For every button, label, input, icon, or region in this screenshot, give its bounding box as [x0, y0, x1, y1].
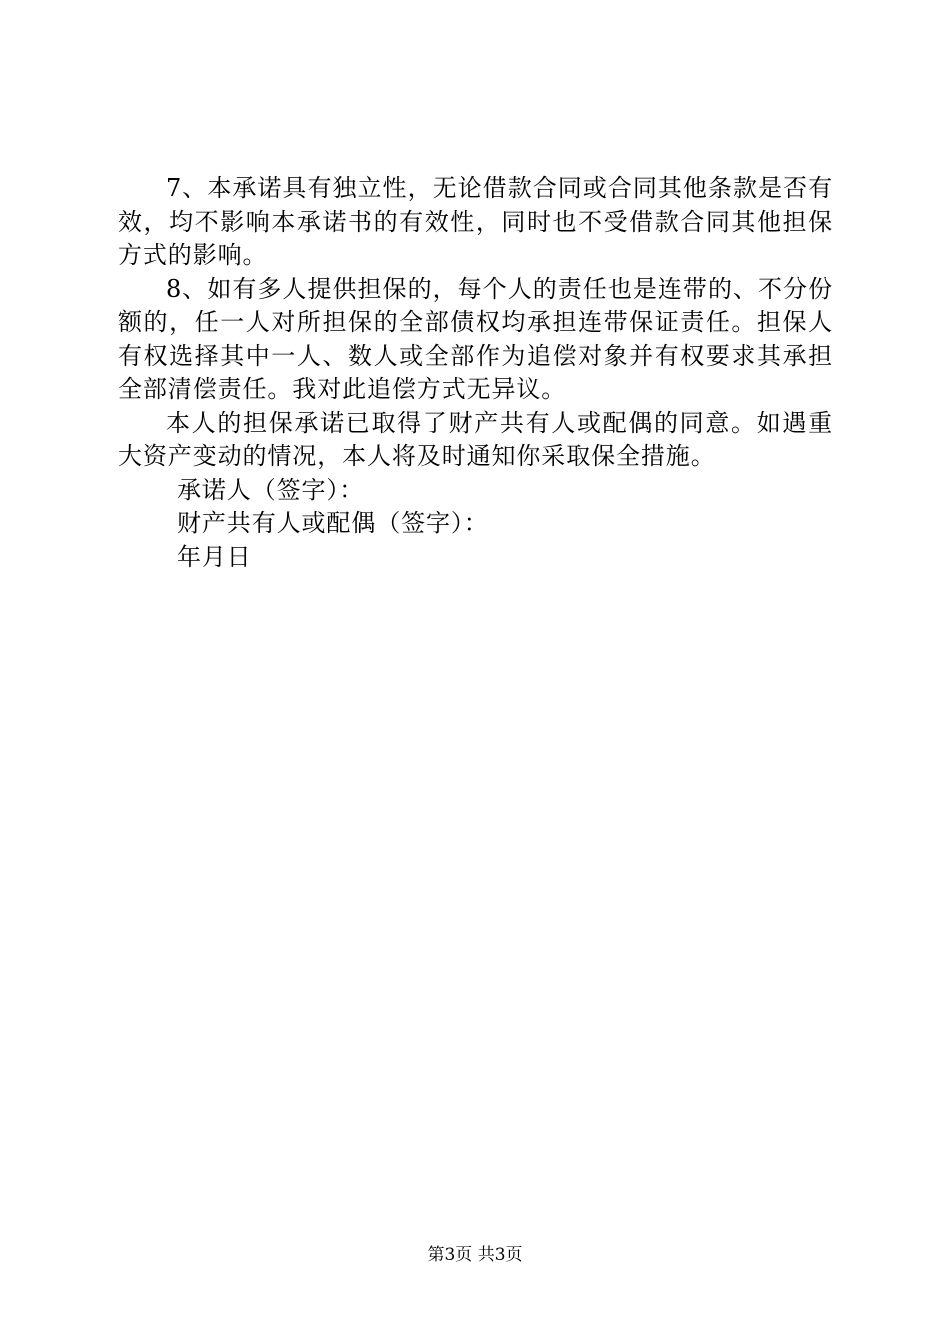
paragraph-clause-7: 7、本承诺具有独立性，无论借款合同或合同其他条款是否有效，均不影响本承诺书的有效性，同时也不受借款合同其他担保方式的影响。 [118, 174, 833, 269]
paragraph-consent: 本人的担保承诺已取得了财产共有人或配偶的同意。如遇重大资产变动的情况，本人将及时通知你采取保全措施。 [118, 408, 833, 470]
spouse-signature-line: 财产共有人或配偶（签字）： [177, 509, 489, 537]
date-line: 年月日 [177, 542, 252, 571]
page-footer: 第3页 共3页 [427, 1245, 523, 1265]
document-body [118, 172, 833, 574]
promisor-signature-line: 承诺人（签字）： [177, 475, 365, 504]
paragraph-clause-8: 8、如有多人提供担保的，每个人的责任也是连带的、不分份额的，任一人对所担保的全部债权均承担连带保证责任。担保人有权选择其中一人、数人或全部作为追偿对象并有权要求其承担全部清偿责任。我对此追偿方式无异议。 [118, 274, 833, 403]
